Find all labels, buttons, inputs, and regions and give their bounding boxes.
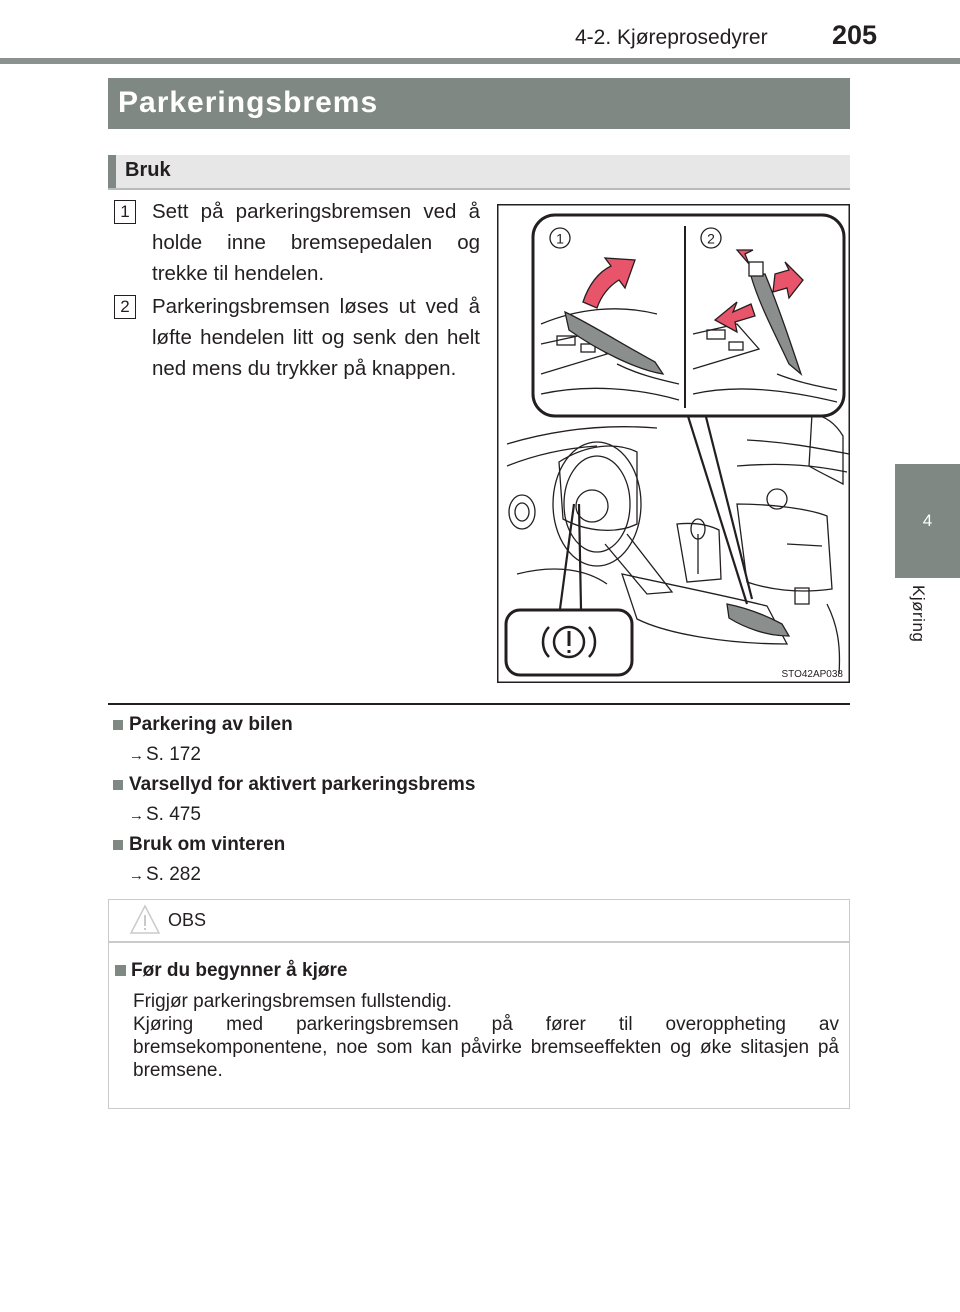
step-text: Sett på parkeringsbremsen ved å holde inne bremsepedalen og trekke til hendelen.: [152, 200, 480, 285]
arrow-right-icon: →: [129, 867, 144, 884]
step-number: 1: [114, 200, 136, 224]
note-heading: [113, 774, 475, 796]
note-reference-text: S. 475: [146, 804, 201, 825]
figure-label-2-text: 2: [707, 230, 715, 247]
parking-brake-illustration: [497, 204, 850, 683]
step-2: [114, 291, 480, 384]
obs-rule: [109, 941, 849, 943]
note-heading: [113, 834, 285, 856]
note-reference[interactable]: [129, 804, 201, 826]
obs-body: [133, 990, 839, 1082]
note-reference[interactable]: [129, 864, 201, 886]
step-1: [114, 196, 480, 289]
obs-box: [108, 899, 850, 1109]
obs-line-2: Kjøring med parkeringsbremsen på fører til overoppheting av bremsekomponentene, noe som kan påvirke bremseeffekten og øke slitasjen på bremsene.: [133, 1014, 839, 1081]
note-reference-text: S. 172: [146, 744, 201, 765]
step-number: 2: [114, 295, 136, 319]
note-heading: [113, 714, 293, 736]
arrow-right-icon: →: [129, 747, 144, 764]
obs-label: OBS: [168, 910, 207, 930]
chapter-number: 4: [922, 511, 933, 530]
page-title: Parkeringsbrems: [108, 78, 850, 129]
note-heading-text: Parkering av bilen: [129, 714, 293, 735]
bullet-square-icon: [113, 840, 123, 850]
warning-triangle-icon: [129, 904, 161, 936]
bullet-square-icon: [115, 965, 126, 976]
subsection-bar: [108, 155, 850, 190]
note-reference-text: S. 282: [146, 864, 201, 885]
step-text: Parkeringsbremsen løses ut ved å løfte hendelen litt og senk den helt ned mens du trykker på knappen.: [152, 295, 480, 380]
obs-line-1: Frigjør parkeringsbremsen fullstendig.: [133, 991, 452, 1012]
obs-heading: [115, 960, 347, 982]
header-rule: [0, 58, 960, 64]
subsection-title: Bruk: [125, 159, 171, 181]
obs-heading-text: Før du begynner å kjøre: [131, 960, 348, 981]
bullet-square-icon: [113, 720, 123, 730]
subsection-accent: [108, 155, 116, 188]
chapter-label: Kjøring: [909, 585, 928, 643]
note-reference[interactable]: [129, 744, 201, 766]
page-number: 205: [832, 20, 878, 50]
note-heading-text: Bruk om vinteren: [129, 834, 286, 855]
figure-code: STO42AP038: [781, 669, 843, 680]
section-divider: [108, 703, 850, 705]
figure-label-1-text: 1: [556, 230, 564, 247]
arrow-right-icon: →: [129, 807, 144, 824]
chapter-tab: [895, 464, 960, 578]
section-header: 4-2. Kjøreprosedyrer: [575, 26, 768, 49]
note-heading-text: Varsellyd for aktivert parkeringsbrems: [129, 774, 476, 795]
bullet-square-icon: [113, 780, 123, 790]
